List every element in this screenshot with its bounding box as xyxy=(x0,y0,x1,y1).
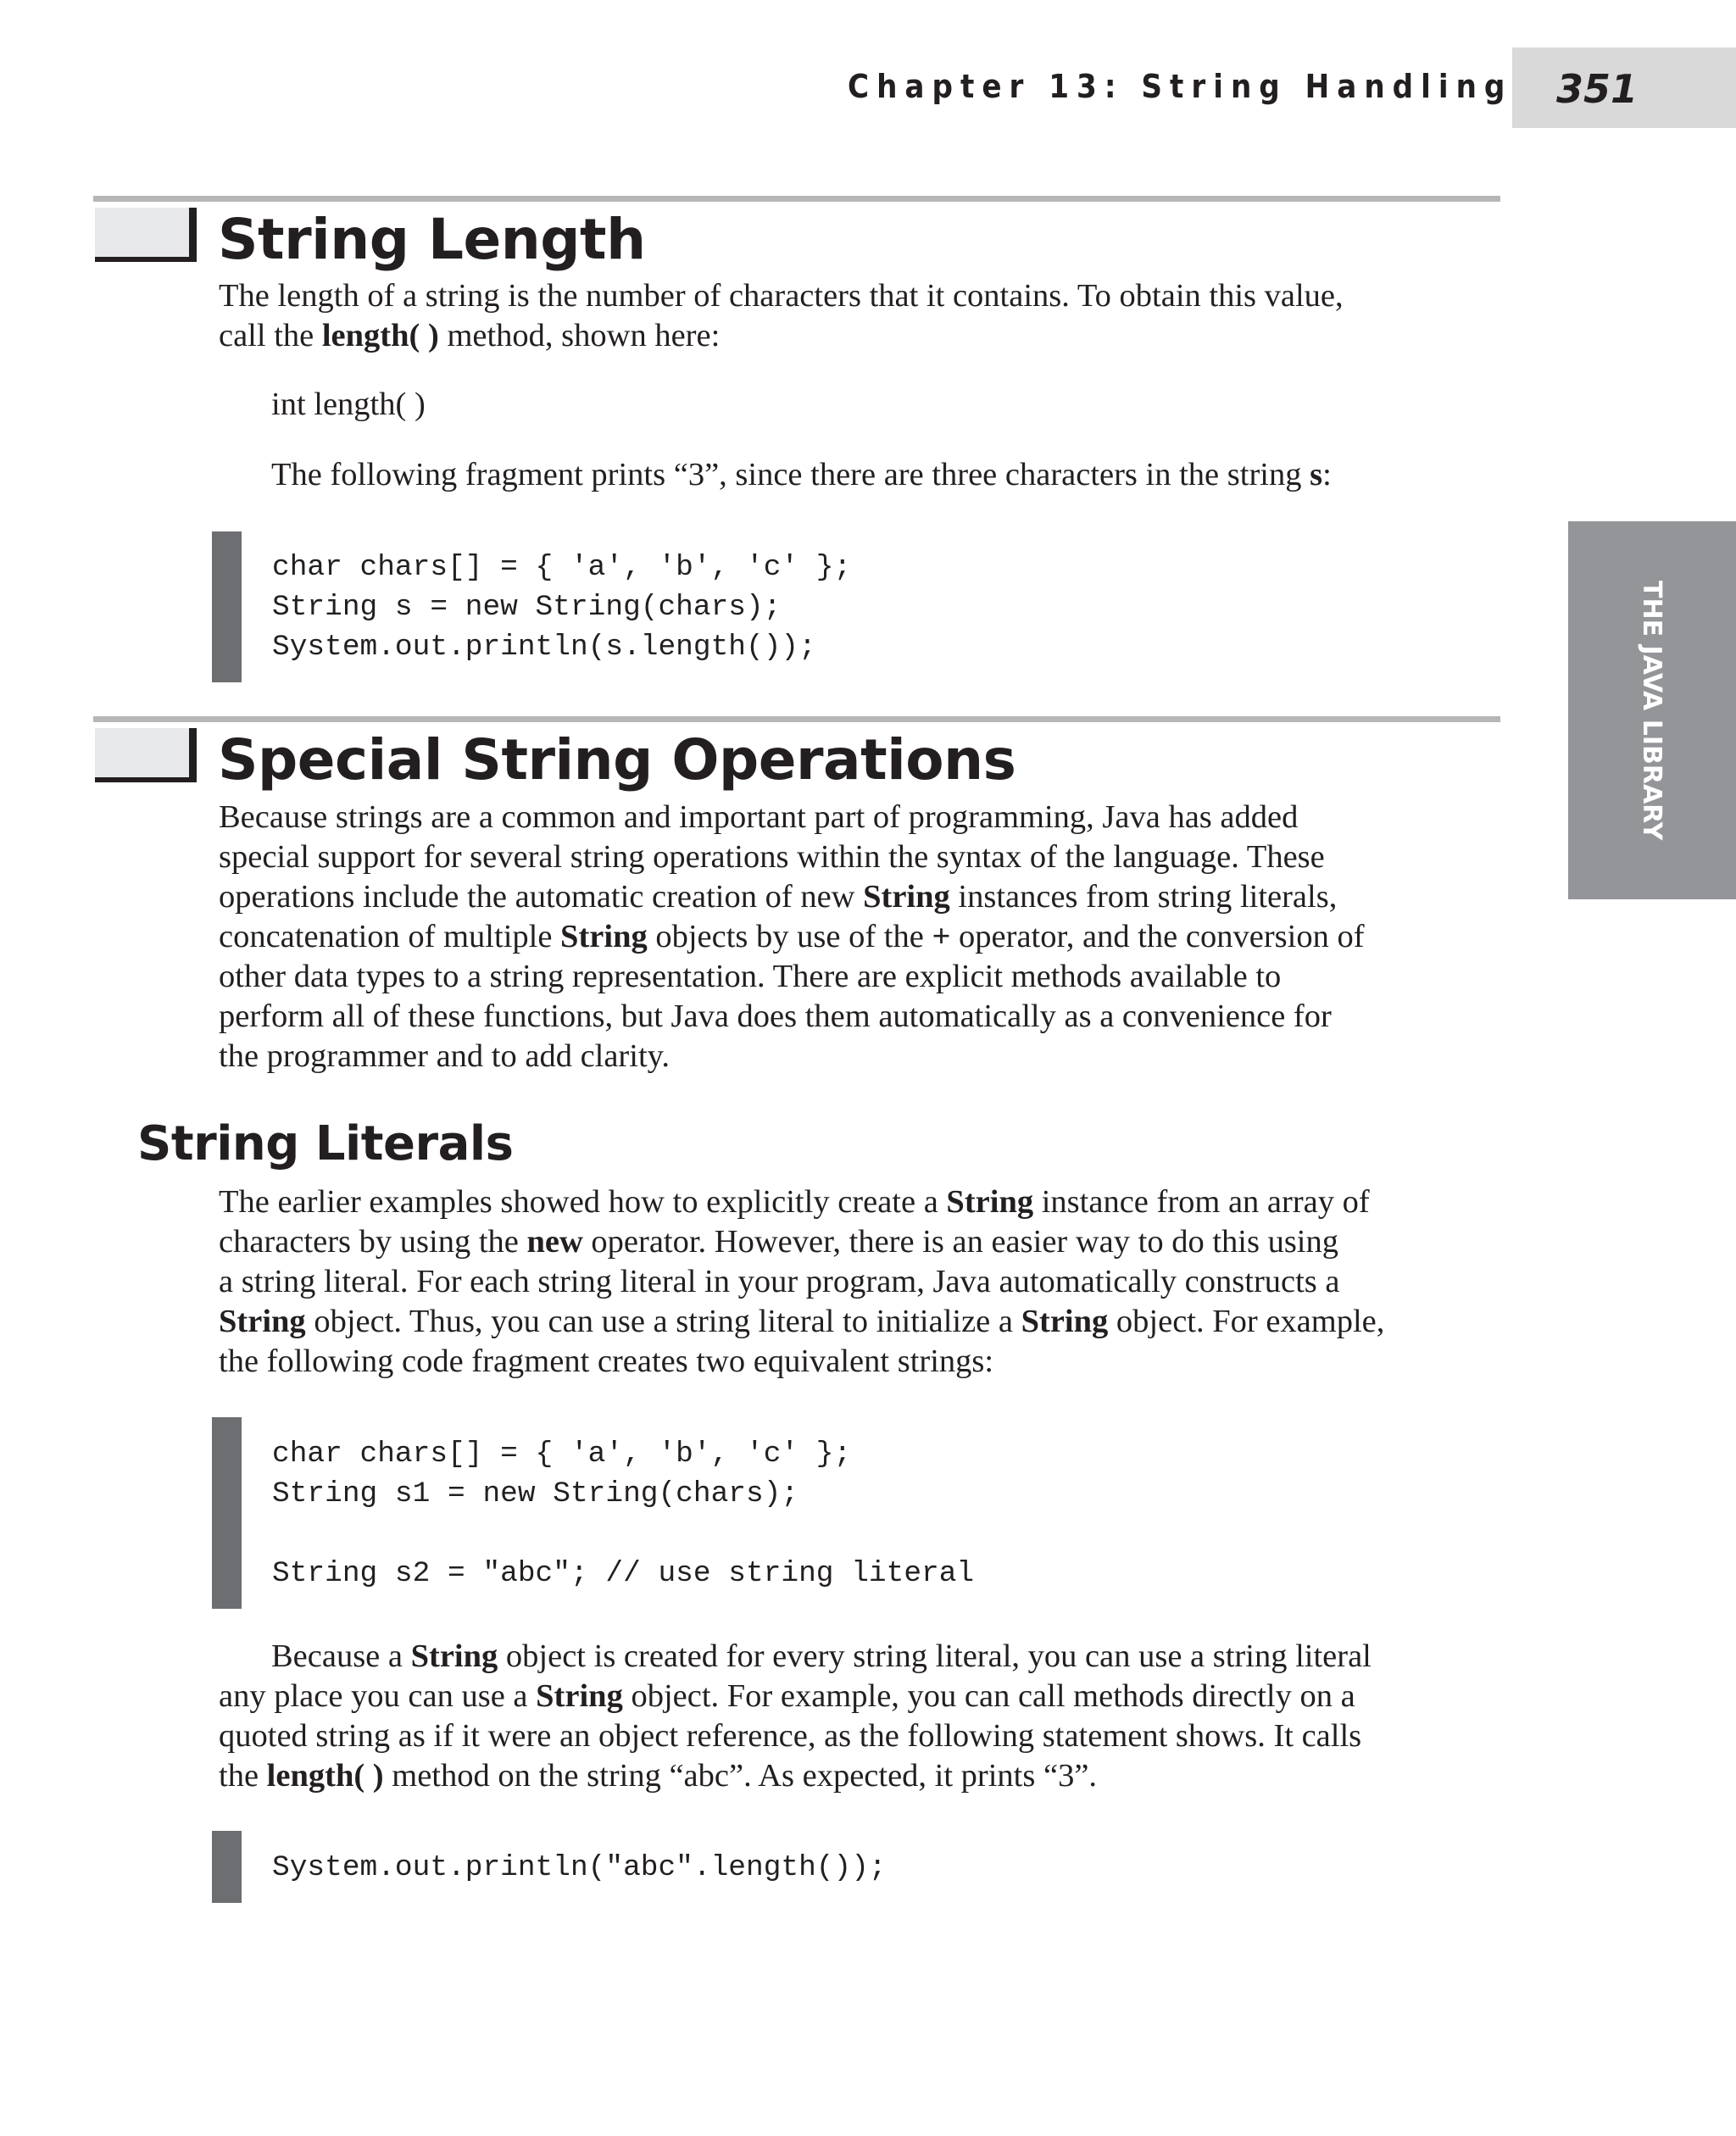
text-line xyxy=(219,917,1507,957)
text-run: The following fragment prints “3”, since there are three characters in the string xyxy=(271,457,1310,492)
text-run: a string literal. For each string literal in your program, Java automatically constructs a xyxy=(219,1264,1340,1299)
code-line: System.out.println(s.length()); xyxy=(272,631,816,664)
code-bar xyxy=(212,531,242,682)
text-run: perform all of these functions, but Java does them automatically as a convenience for xyxy=(219,998,1332,1034)
paragraph-string-literals xyxy=(219,1182,1507,1382)
text-line xyxy=(219,877,1507,917)
text-run: special support for several string operations within the syntax of the language. These xyxy=(219,839,1325,875)
text-line xyxy=(219,1342,1507,1382)
bold-term: String xyxy=(1021,1304,1109,1339)
section-rule xyxy=(93,196,1500,202)
code-bar xyxy=(212,1417,242,1609)
bold-term: s xyxy=(1310,457,1323,492)
bold-term: String xyxy=(219,1304,306,1339)
code-bar xyxy=(212,1831,242,1903)
bold-term: + xyxy=(932,919,951,954)
text-line xyxy=(219,1716,1507,1756)
text-run: operator, and the conversion of xyxy=(950,919,1365,954)
section-rule xyxy=(93,716,1500,722)
code-line: String s = new String(chars); xyxy=(272,591,782,624)
side-tab-label: THE JAVA LIBRARY xyxy=(1637,581,1667,841)
text-run: object. For example, you can call methods directly on a xyxy=(622,1678,1355,1714)
text-line xyxy=(219,1677,1507,1716)
code-line: char chars[] = { 'a', 'b', 'c' }; xyxy=(272,1438,852,1471)
text-line xyxy=(219,997,1507,1037)
text-run: the xyxy=(219,1758,267,1794)
text-line xyxy=(219,1222,1507,1262)
paragraph-special-operations xyxy=(219,798,1507,1076)
text-run: : xyxy=(1322,457,1332,492)
side-tab xyxy=(1568,521,1736,899)
text-line xyxy=(219,1182,1507,1222)
paragraph-literal-usage xyxy=(219,1637,1507,1796)
text-line xyxy=(219,957,1507,997)
running-head: Chapter 13: String Handling xyxy=(848,68,1513,105)
bold-term: length( ) xyxy=(266,1758,384,1794)
bold-term: String xyxy=(410,1638,498,1674)
text-run: object is created for every string literal, you can use a string literal xyxy=(498,1638,1372,1674)
text-run: method on the string “abc”. As expected, it prints “3”. xyxy=(383,1758,1098,1794)
bold-term: String xyxy=(946,1184,1034,1220)
text-run: objects by use of the xyxy=(647,919,932,954)
text-run: call the xyxy=(219,318,322,353)
bold-term: length( ) xyxy=(321,318,439,353)
text-line xyxy=(219,1756,1507,1796)
bold-term: String xyxy=(863,879,950,915)
text-line xyxy=(219,798,1507,837)
text-line xyxy=(219,837,1507,877)
paragraph-string-length-lead xyxy=(271,455,1509,495)
text-run: characters by using the xyxy=(219,1224,527,1260)
page-number: 351 xyxy=(1556,66,1639,112)
code-line: String s1 = new String(chars); xyxy=(272,1477,799,1510)
text-line xyxy=(271,455,1509,495)
code-line xyxy=(272,1514,974,1554)
text-run: operator. However, there is an easier way to do this using xyxy=(582,1224,1338,1260)
text-run: instances from string literals, xyxy=(949,879,1338,915)
code-line: System.out.println("abc".length()); xyxy=(272,1851,887,1884)
text-run: other data types to a string representation. There are explicit methods available to xyxy=(219,959,1282,994)
text-run: object. Thus, you can use a string literal to initialize a xyxy=(305,1304,1021,1339)
text-run: method, shown here: xyxy=(438,318,721,353)
text-run: operations include the automatic creation of new xyxy=(219,879,864,915)
method-signature: int length( ) xyxy=(271,387,426,422)
code-line: char chars[] = { 'a', 'b', 'c' }; xyxy=(272,551,852,584)
text-line xyxy=(219,1302,1507,1342)
text-line xyxy=(219,276,1507,316)
text-run: The earlier examples showed how to explicitly create a xyxy=(219,1184,947,1220)
bold-term: String xyxy=(536,1678,623,1714)
text-line xyxy=(219,1037,1507,1076)
code-line: String s2 = "abc"; // use string literal xyxy=(272,1557,975,1590)
bold-term: new xyxy=(526,1224,583,1260)
text-line xyxy=(219,316,1507,356)
paragraph-string-length-intro xyxy=(219,276,1507,356)
heading-marker xyxy=(95,728,197,782)
code-block-abc-length xyxy=(272,1848,887,1888)
text-run: the programmer and to add clarity. xyxy=(219,1038,670,1074)
text-line xyxy=(219,1637,1507,1677)
text-run: any place you can use a xyxy=(219,1678,537,1714)
heading-special-string-operations: Special String Operations xyxy=(218,727,1016,793)
heading-string-literals: String Literals xyxy=(137,1116,514,1171)
heading-string-length: String Length xyxy=(218,207,646,272)
text-line xyxy=(219,1262,1507,1302)
text-run: Because strings are a common and important part of programming, Java has added xyxy=(219,799,1299,835)
text-run: instance from an array of xyxy=(1033,1184,1370,1220)
code-block-length xyxy=(272,548,851,667)
text-run: the following code fragment creates two equivalent strings: xyxy=(219,1343,994,1379)
text-run: Because a xyxy=(271,1638,411,1674)
bold-term: String xyxy=(560,919,648,954)
text-run: The length of a string is the number of characters that it contains. To obtain this value, xyxy=(219,278,1344,314)
text-run: object. For example, xyxy=(1108,1304,1385,1339)
text-run: concatenation of multiple xyxy=(219,919,561,954)
heading-marker xyxy=(95,208,197,262)
code-block-literals xyxy=(272,1434,974,1594)
text-run: quoted string as if it were an object reference, as the following statement shows. It calls xyxy=(219,1718,1362,1754)
